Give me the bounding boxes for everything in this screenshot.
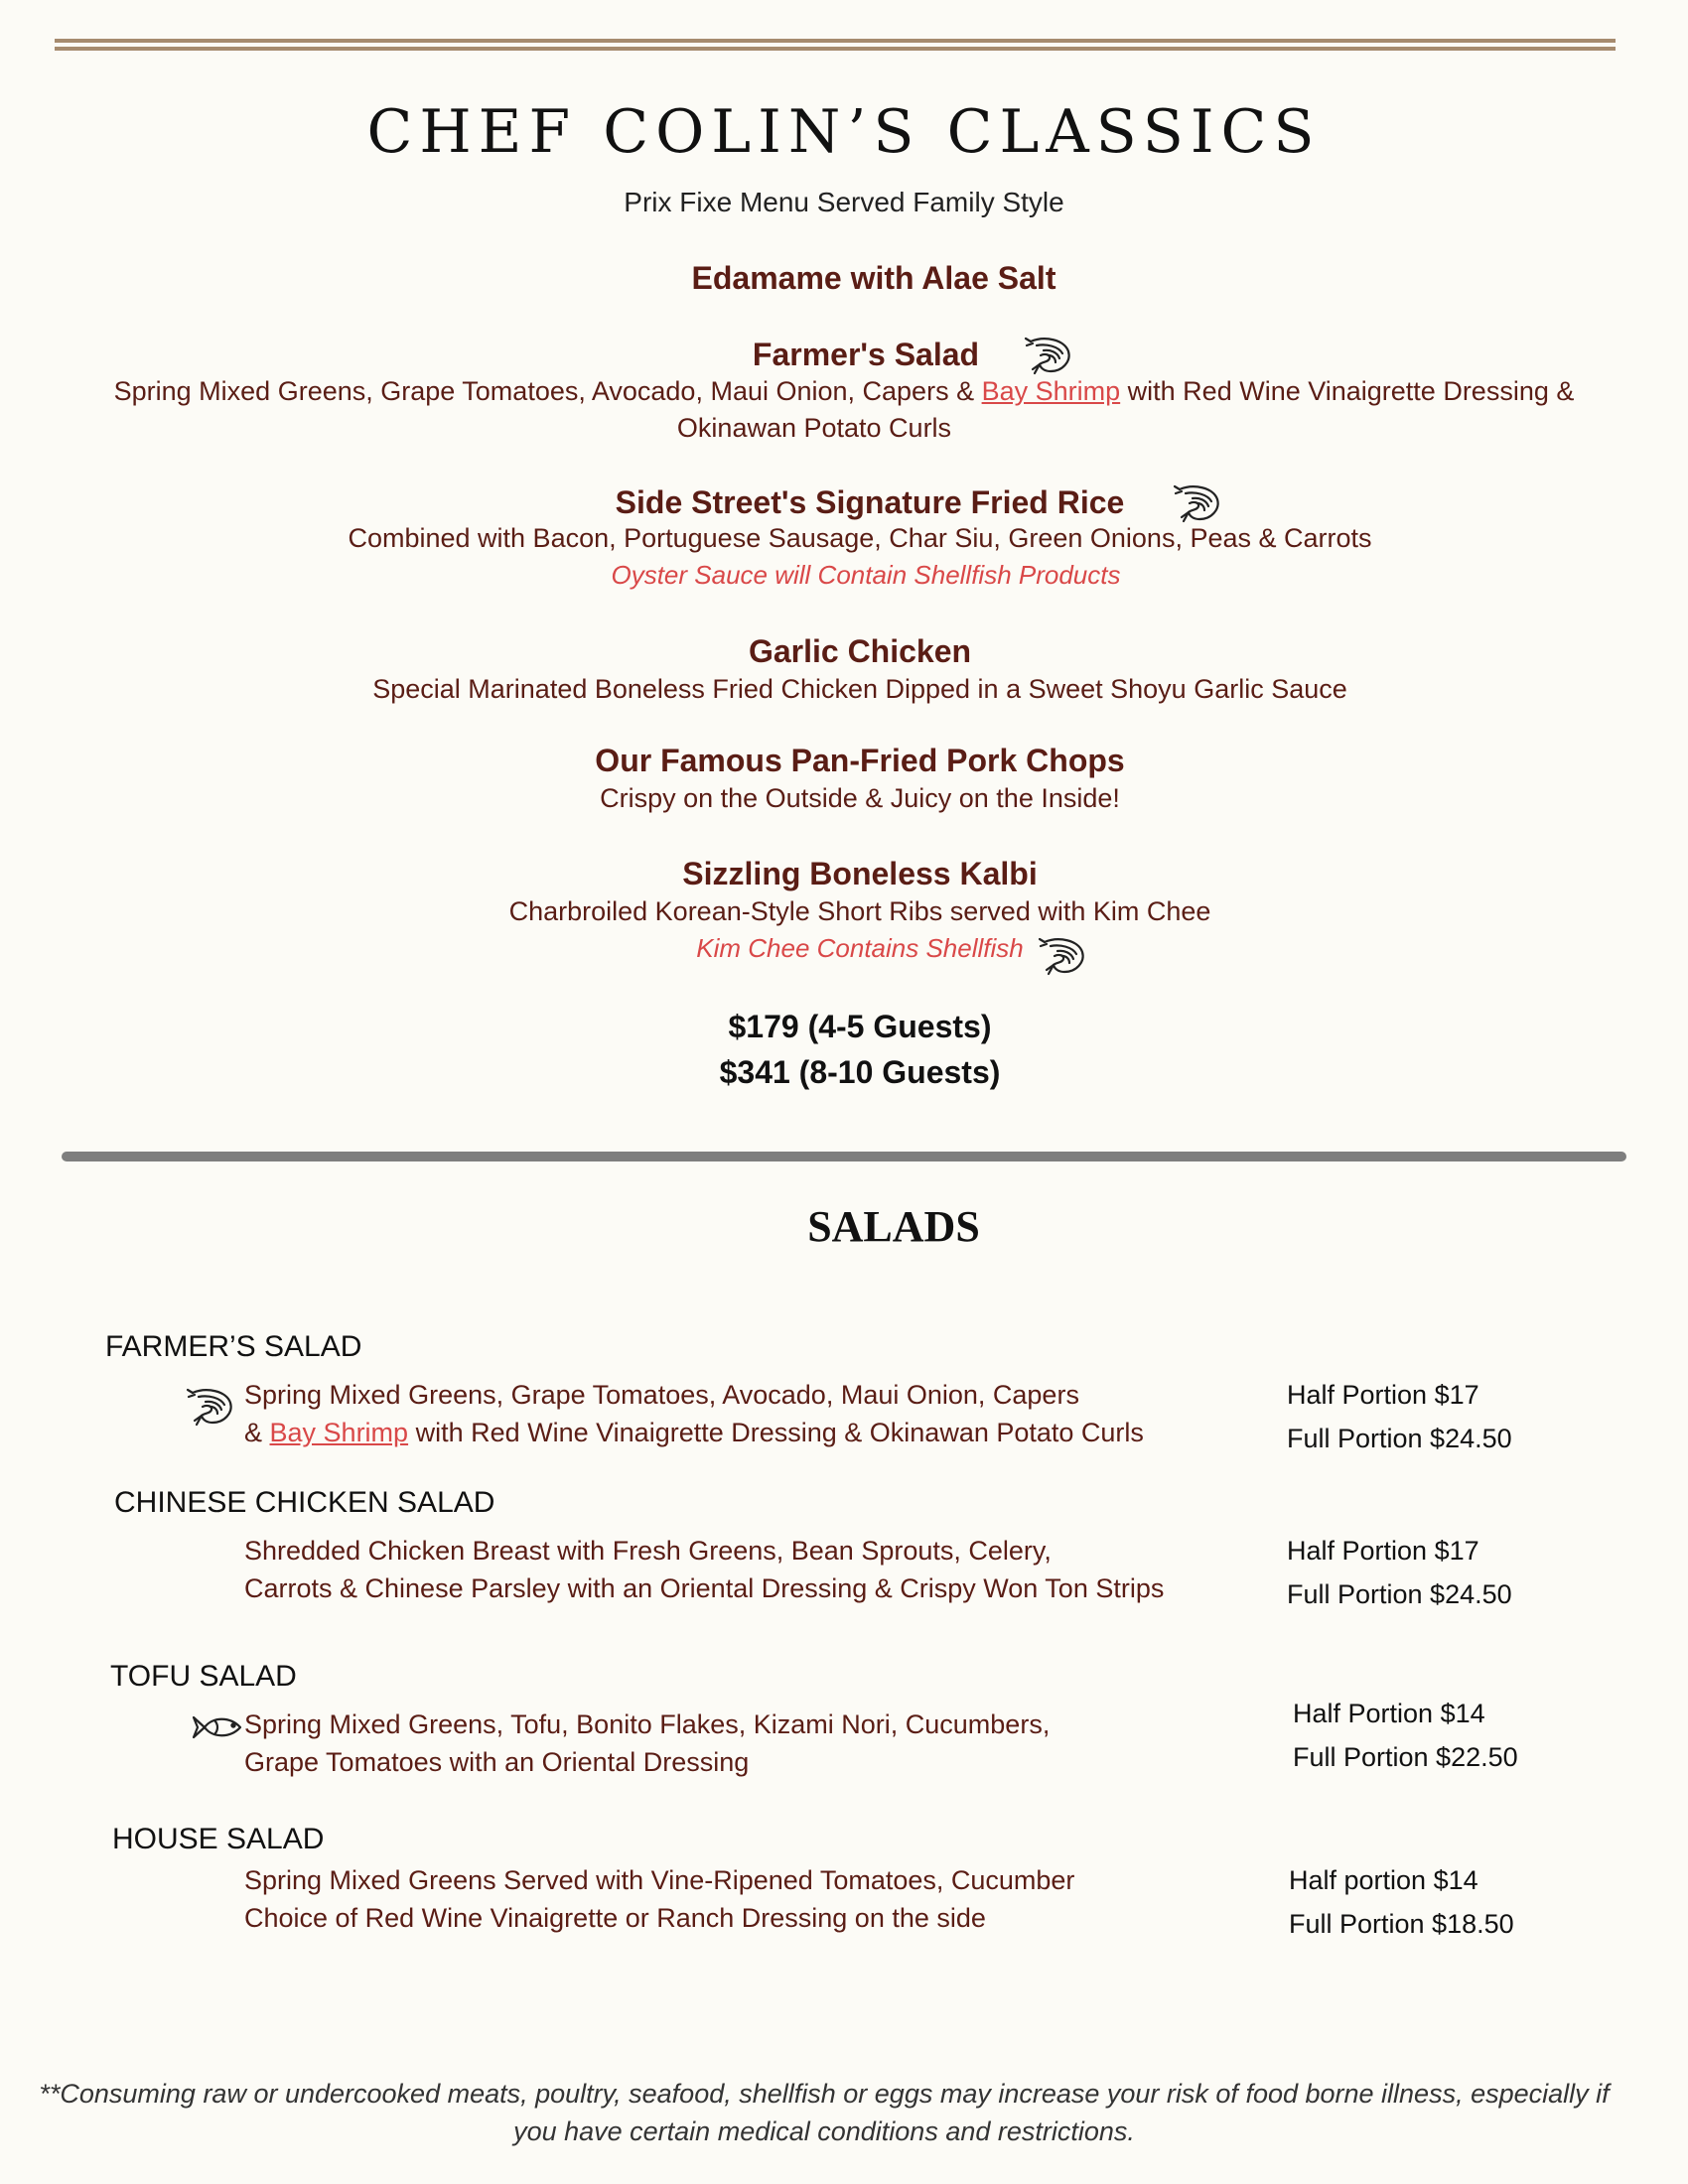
dish-kalbi-desc: Charbroiled Korean-Style Short Ribs served with Kim Chee [508, 896, 1211, 926]
dish-garlic-chicken-name: Garlic Chicken [748, 633, 972, 669]
desc-text: Spring Mixed Greens, Grape Tomatoes, Avocado, Maui Onion, Capers & [113, 376, 982, 406]
half-portion-price: Half Portion $17 [1287, 1380, 1479, 1410]
full-portion-price: Full Portion $24.50 [1287, 1424, 1512, 1453]
salad-description [244, 1376, 1144, 1451]
shrimp-icon [185, 1385, 236, 1427]
salad-prices [1287, 1373, 1512, 1460]
dish-kalbi-name: Sizzling Boneless Kalbi [682, 856, 1038, 891]
shrimp-icon [1172, 481, 1223, 523]
dish-farmers-salad-desc-1 [0, 373, 1688, 410]
salad-desc-line: Spring Mixed Greens Served with Vine-Ripened Tomatoes, Cucumber [244, 1865, 1075, 1895]
disclaimer-line: you have certain medical conditions and restrictions. [513, 2116, 1135, 2146]
half-portion-price: Half portion $14 [1289, 1865, 1478, 1895]
salads-section-title: SALADS [807, 1202, 980, 1251]
shrimp-icon [1037, 934, 1088, 976]
salad-name: FARMER’S SALAD [105, 1330, 362, 1363]
salad-name: HOUSE SALAD [112, 1823, 325, 1855]
full-portion-price: Full Portion $22.50 [1293, 1742, 1518, 1772]
salad-name: TOFU SALAD [110, 1660, 297, 1693]
fish-icon [191, 1712, 244, 1742]
dish-farmers-salad-name: Farmer's Salad [752, 337, 980, 372]
salad-desc-line [244, 1414, 1144, 1451]
disclaimer-line: **Consuming raw or undercooked meats, poultry, seafood, shellfish or eggs may increase your risk of food borne illness, especially if [39, 2079, 1610, 2109]
salad-description [244, 1861, 1074, 1937]
salad-desc-line: Shredded Chicken Breast with Fresh Greens, Bean Sprouts, Celery, [244, 1536, 1052, 1566]
half-portion-price: Half Portion $17 [1287, 1536, 1479, 1566]
food-safety-disclaimer [0, 2075, 1668, 2150]
prix-fixe-price-small: $179 (4-5 Guests) [728, 1009, 992, 1044]
bay-shrimp-link[interactable]: Bay Shrimp [269, 1418, 409, 1447]
salad-name: CHINESE CHICKEN SALAD [114, 1486, 495, 1519]
full-portion-price: Full Portion $18.50 [1289, 1909, 1514, 1939]
prix-fixe-price-large: $341 (8-10 Guests) [719, 1054, 1001, 1090]
bay-shrimp-link[interactable]: Bay Shrimp [981, 376, 1121, 406]
salad-prices [1293, 1692, 1518, 1779]
dish-kalbi-warning: Kim Chee Contains Shellfish [696, 933, 1024, 963]
salad-desc-line: Choice of Red Wine Vinaigrette or Ranch Dressing on the side [244, 1903, 986, 1933]
dish-fried-rice-name: Side Street's Signature Fried Rice [615, 484, 1125, 520]
half-portion-price: Half Portion $14 [1293, 1699, 1485, 1728]
page-subtitle: Prix Fixe Menu Served Family Style [624, 187, 1064, 217]
salad-prices [1287, 1529, 1512, 1616]
salad-description [244, 1532, 1164, 1607]
salad-desc-line: Spring Mixed Greens, Grape Tomatoes, Avocado, Maui Onion, Capers [244, 1380, 1079, 1410]
dish-pork-chops-desc: Crispy on the Outside & Juicy on the Inside! [600, 783, 1120, 813]
salad-desc-line: Spring Mixed Greens, Tofu, Bonito Flakes, Kizami Nori, Cucumbers, [244, 1709, 1051, 1739]
full-portion-price: Full Portion $24.50 [1287, 1579, 1512, 1609]
dish-fried-rice-warning: Oyster Sauce will Contain Shellfish Products [611, 560, 1121, 590]
dish-farmers-salad-desc-2: Okinawan Potato Curls [676, 413, 952, 443]
salad-prices [1289, 1858, 1514, 1946]
dish-edamame-name: Edamame with Alae Salt [691, 260, 1056, 296]
salad-desc-line: Carrots & Chinese Parsley with an Oriental Dressing & Crispy Won Ton Strips [244, 1573, 1165, 1603]
top-double-rule [55, 39, 1616, 51]
desc-text: & [244, 1418, 270, 1447]
section-divider [62, 1152, 1626, 1161]
salad-desc-line: Grape Tomatoes with an Oriental Dressing [244, 1747, 750, 1777]
shrimp-icon [1023, 334, 1074, 375]
desc-text: with Red Wine Vinaigrette Dressing & [1120, 376, 1575, 406]
desc-text: with Red Wine Vinaigrette Dressing & Okinawan Potato Curls [408, 1418, 1144, 1447]
dish-fried-rice-desc: Combined with Bacon, Portuguese Sausage, Char Siu, Green Onions, Peas & Carrots [348, 523, 1372, 553]
salad-description [244, 1706, 1050, 1781]
dish-garlic-chicken-desc: Special Marinated Boneless Fried Chicken Dipped in a Sweet Shoyu Garlic Sauce [372, 674, 1347, 704]
page-title: CHEF COLIN’S CLASSICS [366, 97, 1322, 167]
dish-pork-chops-name: Our Famous Pan-Fried Pork Chops [595, 743, 1125, 778]
